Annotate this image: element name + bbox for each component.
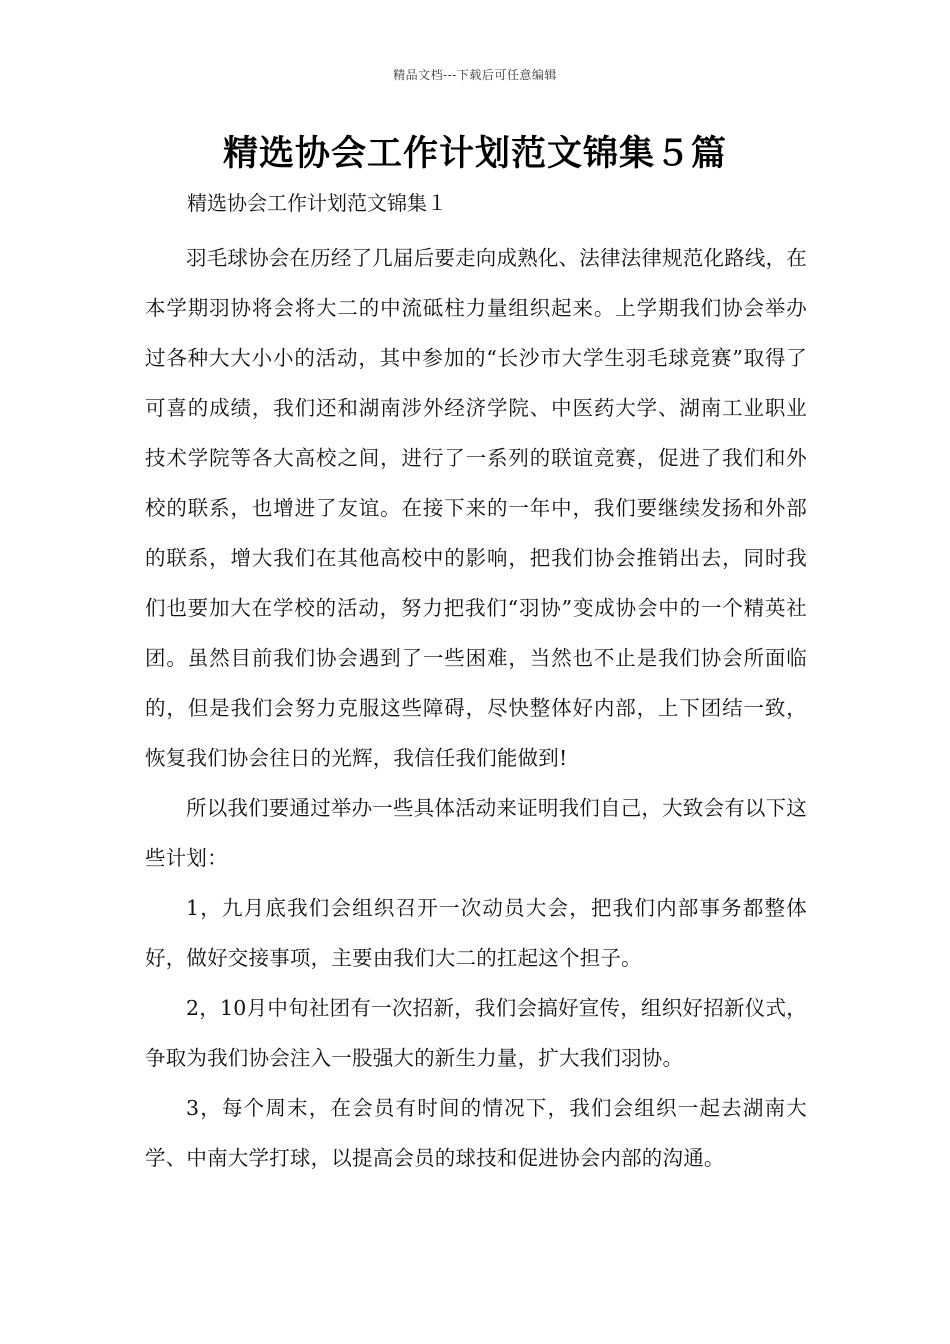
document-body [145, 233, 807, 1183]
page-header: 精品文档---下载后可任意编辑 [393, 68, 557, 82]
document-title: 精选协会工作计划范文锦集５篇 [222, 134, 727, 174]
paragraph: 所以我们要通过举办一些具体活动来证明我们自己，大致会有以下这些计划： [145, 796, 807, 870]
section-subtitle: 精选协会工作计划范文锦集１ [187, 191, 447, 215]
paragraph: 3，每个周末，在会员有时间的情况下，我们会组织一起去湖南大学、中南大学打球，以提高会员的球技和促进协会内部的沟通。 [145, 1096, 807, 1170]
paragraph: 羽毛球协会在历经了几届后要走向成熟化、法律法律规范化路线，在本学期羽协将会将大二的中流砥柱力量组织起来。上学期我们协会举办过各种大大小小的活动，其中参加的“长沙市大学生羽毛球竞赛”取得了可喜的成绩，我们还和湖南涉外经济学院、中医药大学、湖南工业职业技术学院等各大高校之间，进行了一系列的联谊竞赛，促进了我们和外校的联系，也增进了友谊。在接下来的一年中，我们要继续发扬和外部的联系，增大我们在其他高校中的影响，把我们协会推销出去，同时我们也要加大在学校的活动，努力把我们“羽协”变成协会中的一个精英社团。虽然目前我们协会遇到了一些困难，当然也不止是我们协会所面临的，但是我们会努力克服这些障碍，尽快整体好内部，上下团结一致，恢复我们协会往日的光辉，我信任我们能做到! [145, 246, 807, 770]
paragraph: 1，九月底我们会组织召开一次动员大会，把我们内部事务都整体好，做好交接事项，主要由我们大二的扛起这个担子。 [145, 896, 807, 970]
paragraph: 2，10月中旬社团有一次招新，我们会搞好宣传，组织好招新仪式，争取为我们协会注入一股强大的新生力量，扩大我们羽协。 [145, 996, 807, 1070]
